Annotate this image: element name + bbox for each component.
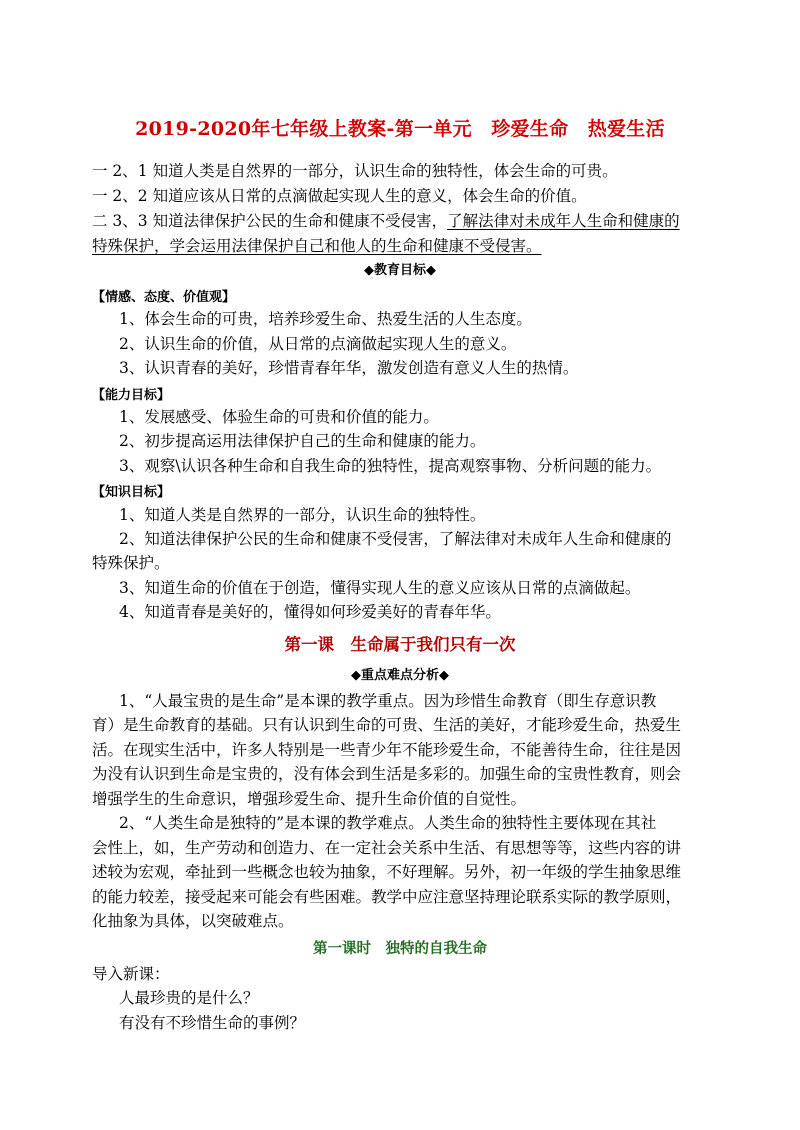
intro-line-3 xyxy=(92,210,680,232)
knowledge-item: 4、知道青春是美好的，懂得如何珍爱美好的青春年华。 xyxy=(119,603,501,621)
knowledge-item: 特殊保护。 xyxy=(92,554,170,572)
knowledge-item: 2、知道法律保护公民的生命和健康不受侵害，了解法律对未成年人生命和健康的 xyxy=(119,530,672,548)
knowledge-item: 1、知道人类是自然界的一部分，认识生命的独特性。 xyxy=(119,506,486,524)
objectives-heading: ◆教育目标◆ xyxy=(364,263,436,278)
analysis-line: 1、“人最宝贵的是生命”是本课的教学重点。因为珍惜生命教育（即生存意识教 xyxy=(119,692,657,710)
document-title: 2019-2020年七年级上教案-第一单元 珍爱生命 热爱生活 xyxy=(135,118,665,140)
emotion-label: 【情感、态度、价值观】 xyxy=(92,290,236,305)
ability-label: 【能力目标】 xyxy=(92,388,171,403)
emotion-item: 1、体会生命的可贵，培养珍爱生命、热爱生活的人生态度。 xyxy=(119,310,532,328)
analysis-line: 的能力较差，接受起来可能会有些困难。教学中应注意坚持理论联系实际的教学原则， xyxy=(92,888,682,906)
intro-label: 导入新课： xyxy=(92,965,170,983)
emotion-item: 2、认识生命的价值，从日常的点滴做起实现人生的意义。 xyxy=(119,335,517,353)
analysis-line: 化抽象为具体，以突破难点。 xyxy=(92,912,294,930)
analysis-line: 活。在现实生活中，许多人特别是一些青少年不能珍爱生命，不能善待生命，往往是因 xyxy=(92,741,682,759)
analysis-line: 为没有认识到生命是宝贵的，没有体会到生活是多彩的。加强生命的宝贵性教育，则会 xyxy=(92,765,682,783)
lesson-title: 第一课 生命属于我们只有一次 xyxy=(284,635,516,654)
question: 有没有不珍惜生命的事例？ xyxy=(119,1014,306,1032)
period-title: 第一课时 独特的自我生命 xyxy=(313,941,487,957)
intro-line-1: 一 2、1 知道人类是自然界的一部分，认识生命的独特性，体会生命的可贵。 xyxy=(92,162,618,180)
intro-line-4: 特殊保护，学会运用法律保护自己和他人的生命和健康不受侵害。 xyxy=(92,237,542,255)
analysis-line: 增强学生的生命意识，增强珍爱生命、提升生命价值的自觉性。 xyxy=(92,790,527,808)
ability-item: 3、观察\认识各种生命和自我生命的独特性，提高观察事物、分析问题的能力。 xyxy=(119,457,662,475)
analysis-line: 述较为宏观，牵扯到一些概念也较为抽象，不好理解。另外，初一年级的学生抽象思维 xyxy=(92,863,682,881)
ability-item: 1、发展感受、体验生命的可贵和价值的能力。 xyxy=(119,408,439,426)
analysis-heading: ◆重点难点分析◆ xyxy=(351,668,449,683)
intro-line-2: 一 2、2 知道应该从日常的点滴做起实现人生的意义，体会生命的价值。 xyxy=(92,187,587,205)
analysis-line: 会性上，如，生产劳动和创造力、在一定社会关系中生活、有思想等等，这些内容的讲 xyxy=(92,839,682,857)
emotion-item: 3、认识青春的美好，珍惜青春年华，激发创造有意义人生的热情。 xyxy=(119,359,579,377)
intro-line-3b: 了解法律对未成年人生命和健康的 xyxy=(447,212,680,230)
question: 人最珍贵的是什么？ xyxy=(119,989,259,1007)
analysis-line: 2、“人类生命是独特的”是本课的教学难点。人类生命的独特性主要体现在其社 xyxy=(119,814,657,832)
intro-line-3a: 二 3、3 知道法律保护公民的生命和健康不受侵害， xyxy=(92,212,448,230)
knowledge-item: 3、知道生命的价值在于创造，懂得实现人生的意义应该从日常的点滴做起。 xyxy=(119,579,641,597)
ability-item: 2、初步提高运用法律保护自己的生命和健康的能力。 xyxy=(119,432,486,450)
analysis-line: 育）是生命教育的基础。只有认识到生命的可贵、生活的美好，才能珍爱生命，热爱生 xyxy=(92,716,682,734)
knowledge-label: 【知识目标】 xyxy=(92,485,171,500)
